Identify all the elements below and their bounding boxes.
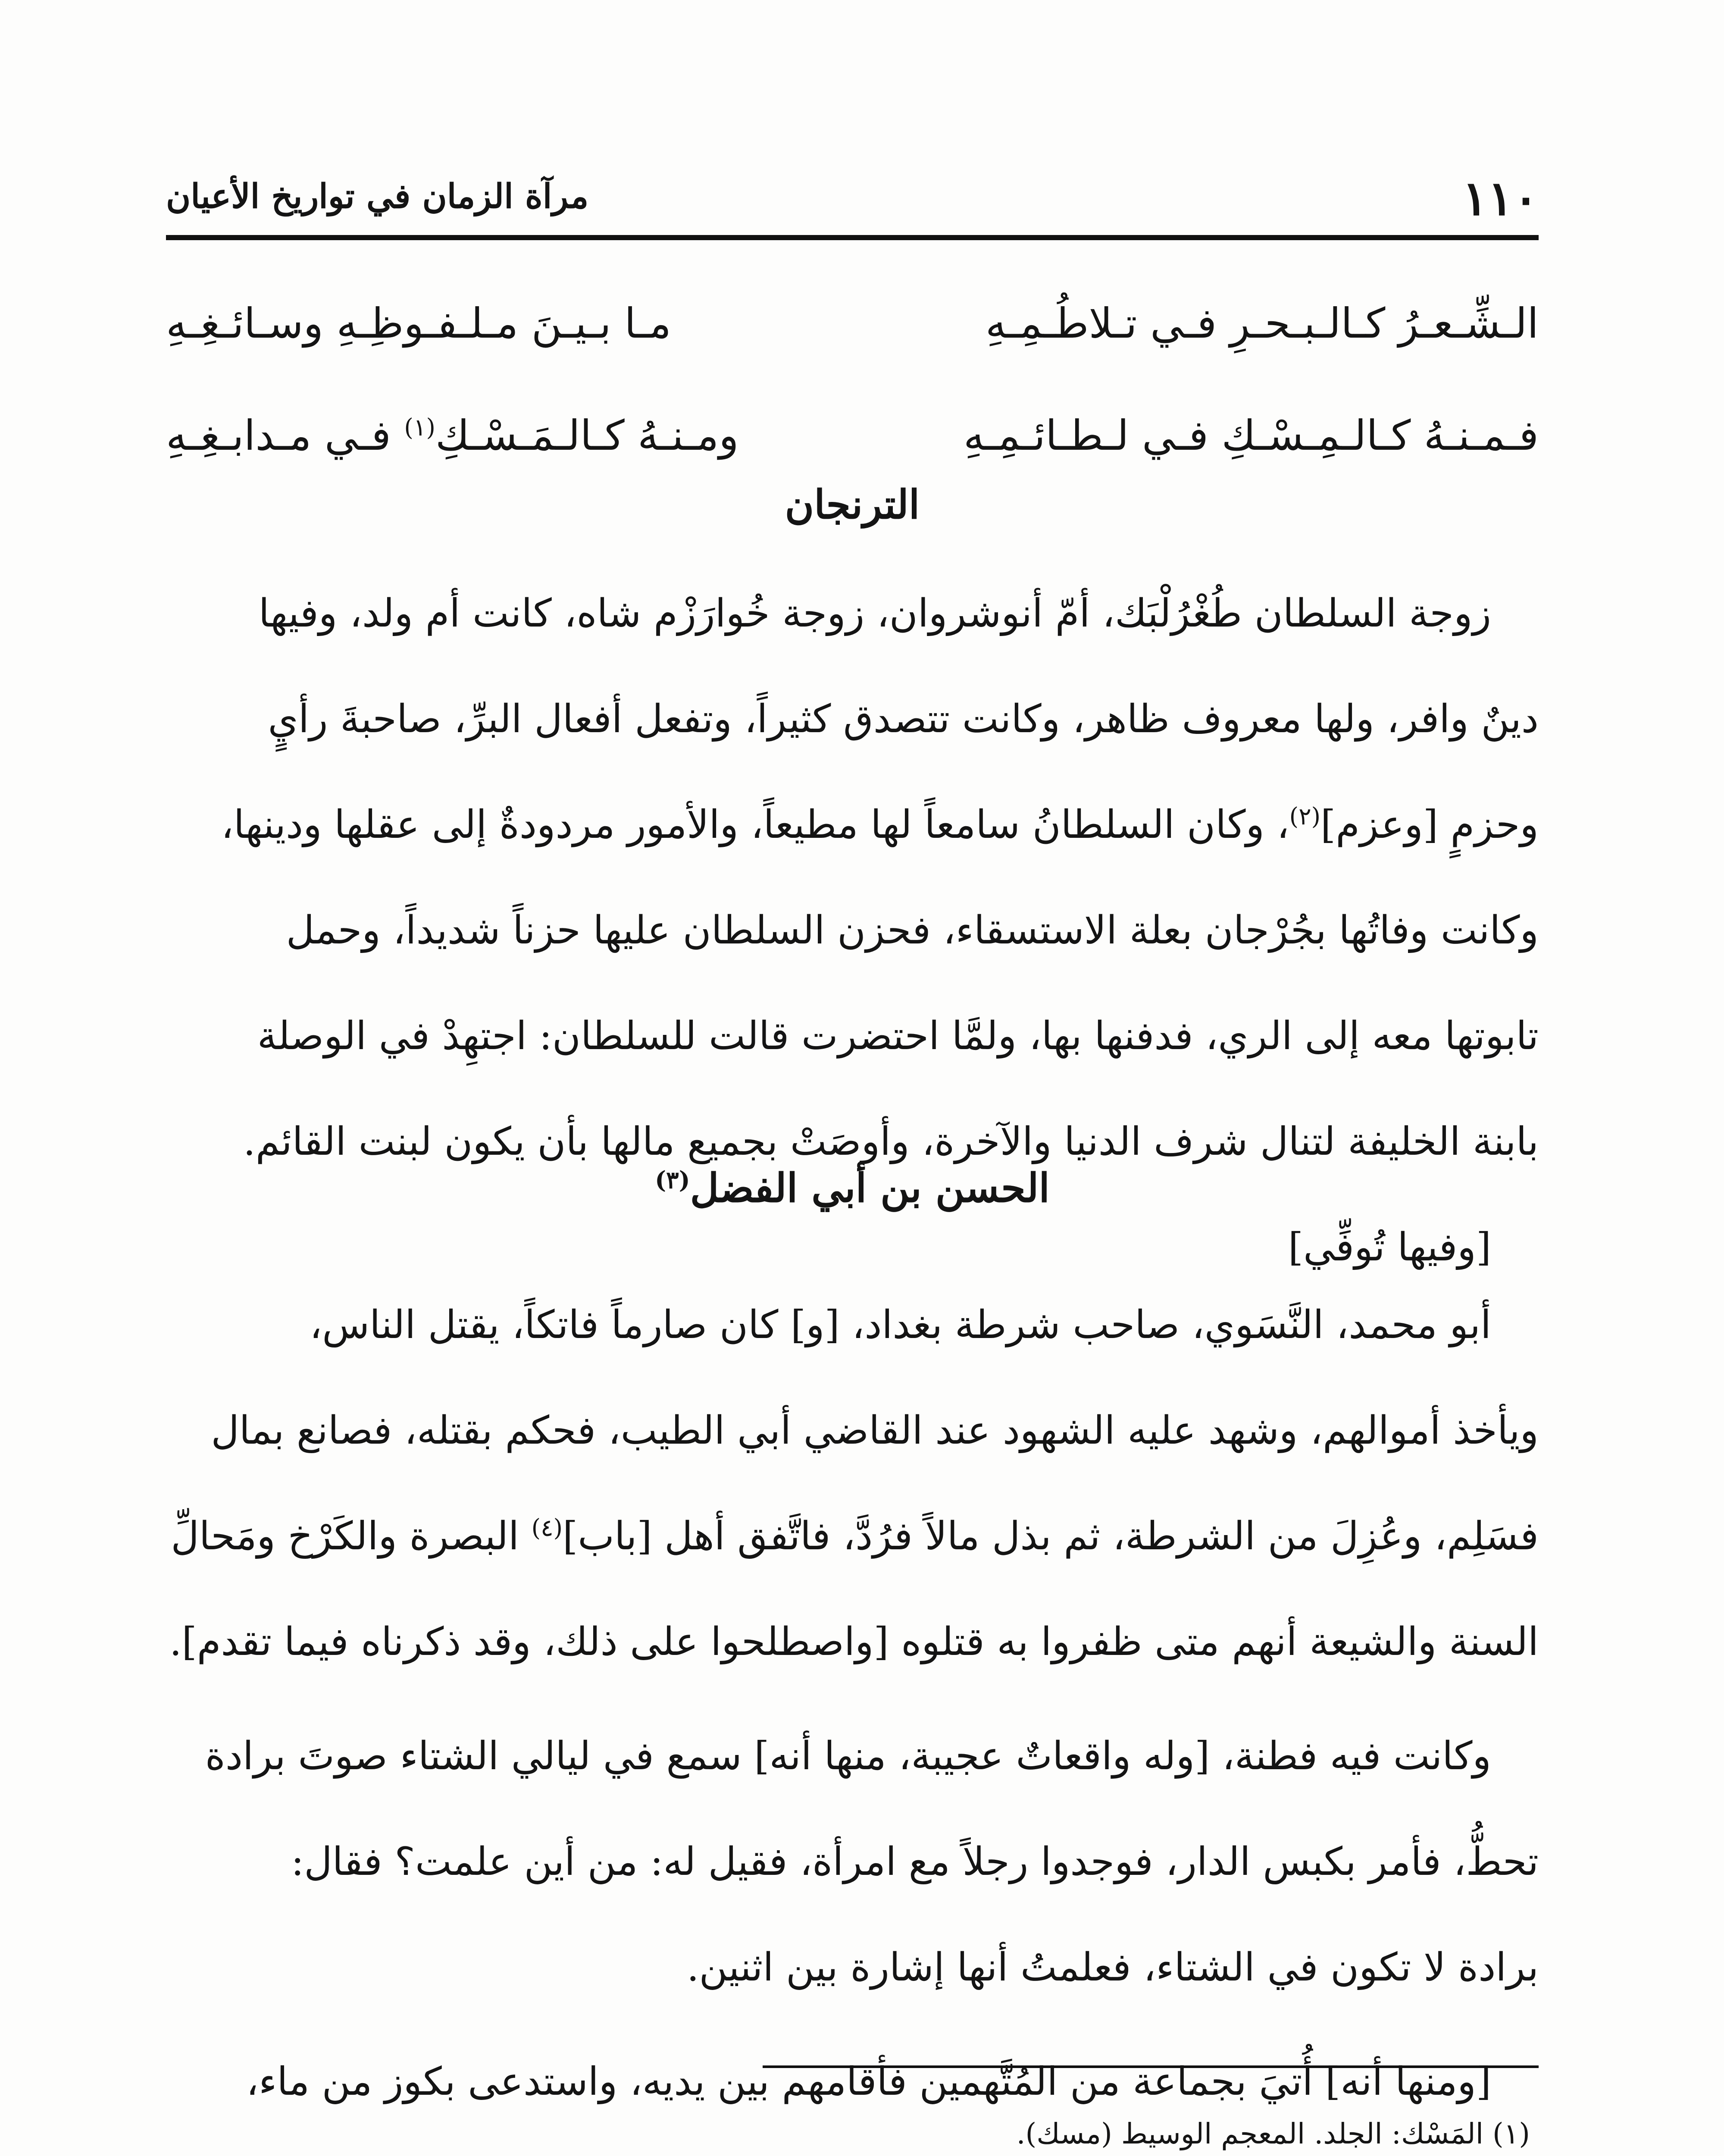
footnote-marker: (٤) xyxy=(531,1514,563,1542)
paragraph xyxy=(166,561,1539,1194)
paragraph xyxy=(166,1703,1539,2020)
verse-first-hemistich: الـشِّـعـرُ كـالـبـحـرِ فـي تـلاطُـمِـهِ xyxy=(985,299,1539,348)
text-line: وكانت فيه فطنة، [وله واقعاتٌ عجيبة، منها أنه] سمع في ليالي الشتاء صوتَ برادة xyxy=(205,1733,1491,1779)
footnote: (١) المَسْك: الجلد. المعجم الوسيط (مسك). xyxy=(1016,2117,1530,2150)
text-line: برادة لا تكون في الشتاء، فعلمتُ أنها إشارة بين اثنين. xyxy=(686,1945,1539,1990)
paragraph xyxy=(166,1272,1539,1695)
text-line: تحطُّ، فأمر بكبس الدار، فوجدوا رجلاً مع امرأة، فقيل له: من أين علمت؟ فقال: xyxy=(291,1839,1539,1884)
verse-second-hemistich xyxy=(166,411,739,460)
text-segment: البصرة والكَرْخ ومَحالِّ xyxy=(171,1514,532,1559)
verse-line xyxy=(166,267,1539,379)
poem xyxy=(166,267,1539,492)
verse-line xyxy=(166,379,1539,492)
section-title-text: الحسن بن أبي الفضل xyxy=(690,1165,1050,1211)
text-segment: ، وكان السلطانُ سامعاً لها مطيعاً، والأمور مردودةٌ إلى عقلها ودينها، xyxy=(221,802,1289,847)
verse-first-hemistich: فـمـنـهُ كـالـمِـسْـكِ فـي لـطـائـمِـهِ xyxy=(964,411,1539,460)
footnote-marker: (١) xyxy=(404,414,435,441)
text-segment: فسَلِم، وعُزِلَ من الشرطة، ثم بذل مالاً فرُدَّ، فاتَّفق أهل [باب] xyxy=(563,1514,1539,1559)
closing-line: [وفيها تُوفِّي] xyxy=(1288,1225,1491,1270)
verse-text: ومـنـهُ كـالـمَـسْـكِ xyxy=(435,411,739,460)
footnotes xyxy=(166,2096,1539,2156)
text-line: السنة والشيعة أنهم متى ظفروا به قتلوه [واصطلحوا على ذلك، وقد ذكرناه فيما تقدم]. xyxy=(169,1619,1539,1664)
text-line: أبو محمد، النَّسَوي، صاحب شرطة بغداد، [و] كان صارماً فاتكاً، يقتل الناس، xyxy=(310,1302,1491,1348)
text-line: زوجة السلطان طُغْرُلْبَك، أمّ أنوشروان، زوجة خُوارَزْم شاه، كانت أم ولد، وفيها xyxy=(258,591,1491,636)
page-number: ١١٠ xyxy=(1462,170,1539,226)
section-body xyxy=(166,1272,1539,2156)
footnote-marker: (٣) xyxy=(655,1166,690,1194)
page-header xyxy=(166,170,1539,240)
text-line xyxy=(166,772,1539,877)
section-title xyxy=(166,1164,1539,1212)
text-line: بابنة الخليفة لتنال شرف الدنيا والآخرة، وأوصَتْ بجميع مالها بأن يكون لبنت القائم. xyxy=(243,1119,1539,1164)
text-line xyxy=(166,1483,1539,1589)
verse-second-hemistich: مـا بـيـنَ مـلـفـوظِـهِ وسـائـغِـهِ xyxy=(166,299,672,348)
text-line: ويأخذ أموالهم، وشهد عليه الشهود عند القاضي أبي الطيب، فحكم بقتله، فصانع بمال xyxy=(211,1408,1539,1453)
text-line: دينٌ وافر، ولها معروف ظاهر، وكانت تتصدق كثيراً، وتفعل أفعال البرِّ، صاحبةَ رأيٍ xyxy=(268,696,1539,742)
footnote-divider xyxy=(763,2065,1539,2068)
text-line: [ومنها أنه] أُتيَ بجماعة من المُتَّهمين فأقامهم بين يديه، واستدعى بكوز من ماء، xyxy=(246,2059,1491,2104)
running-title: مرآة الزمان في تواريخ الأعيان xyxy=(166,177,589,216)
footnote-marker: (٢) xyxy=(1289,802,1321,830)
text-line: تابوتها معه إلى الري، فدفنها بها، ولمَّا احتضرت قالت للسلطان: اجتهِدْ في الوصلة xyxy=(257,1013,1539,1059)
text-line: وكانت وفاتُها بجُرْجان بعلة الاستسقاء، فحزن السلطان عليها حزناً شديداً، وحمل xyxy=(286,908,1539,953)
section-title: الترنجان xyxy=(785,481,920,528)
text-segment: وحزمٍ [وعزم] xyxy=(1320,802,1539,847)
verse-text: فـي مـدابـغِـهِ xyxy=(166,411,404,460)
